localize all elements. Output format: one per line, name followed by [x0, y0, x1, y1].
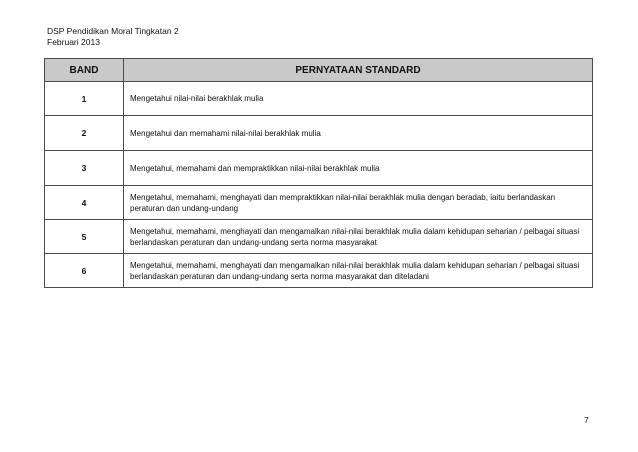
document-header [47, 26, 179, 48]
table-row [45, 116, 593, 151]
band-number: 4 [45, 186, 124, 220]
band-number: 3 [45, 151, 124, 186]
table-row [45, 82, 593, 116]
document-date: Februari 2013 [47, 37, 100, 47]
band-number: 5 [45, 220, 124, 254]
document-title: DSP Pendidikan Moral Tingkatan 2 [47, 26, 179, 36]
band-number: 6 [45, 254, 124, 288]
column-header-band: BAND [45, 59, 124, 82]
band-standard-table [44, 58, 593, 288]
standard-statement: Mengetahui dan memahami nilai-nilai berakhlak mulia [124, 116, 593, 151]
table-header-row [45, 59, 593, 82]
standard-statement: Mengetahui, memahami, menghayati dan mempraktikkan nilai-nilai berakhlak mulia dengan beradab, iaitu berlandaskan peraturan dan undang-undang [124, 186, 593, 220]
table-row [45, 254, 593, 288]
standard-statement: Mengetahui, memahami dan mempraktikkan nilai-nilai berakhlak mulia [124, 151, 593, 186]
standard-statement: Mengetahui, memahami, menghayati dan mengamalkan nilai-nilai berakhlak mulia dalam kehidupan seharian / pelbagai situasi berlandaskan peraturan dan undang-undang serta norma masyarakat [124, 220, 593, 254]
band-number: 1 [45, 82, 124, 116]
column-header-statement: PERNYATAAN STANDARD [124, 59, 593, 82]
standard-statement: Mengetahui, memahami, menghayati dan mengamalkan nilai-nilai berakhlak mulia dalam kehidupan seharian / pelbagai situasi berlandaskan peraturan dan undang-undang serta norma masyarakat dan diteladani [124, 254, 593, 288]
band-number: 2 [45, 116, 124, 151]
table-row [45, 151, 593, 186]
page-number: 7 [584, 415, 589, 425]
table-row [45, 186, 593, 220]
standard-statement: Mengetahui nilai-nilai berakhlak mulia [124, 82, 593, 116]
table-row [45, 220, 593, 254]
